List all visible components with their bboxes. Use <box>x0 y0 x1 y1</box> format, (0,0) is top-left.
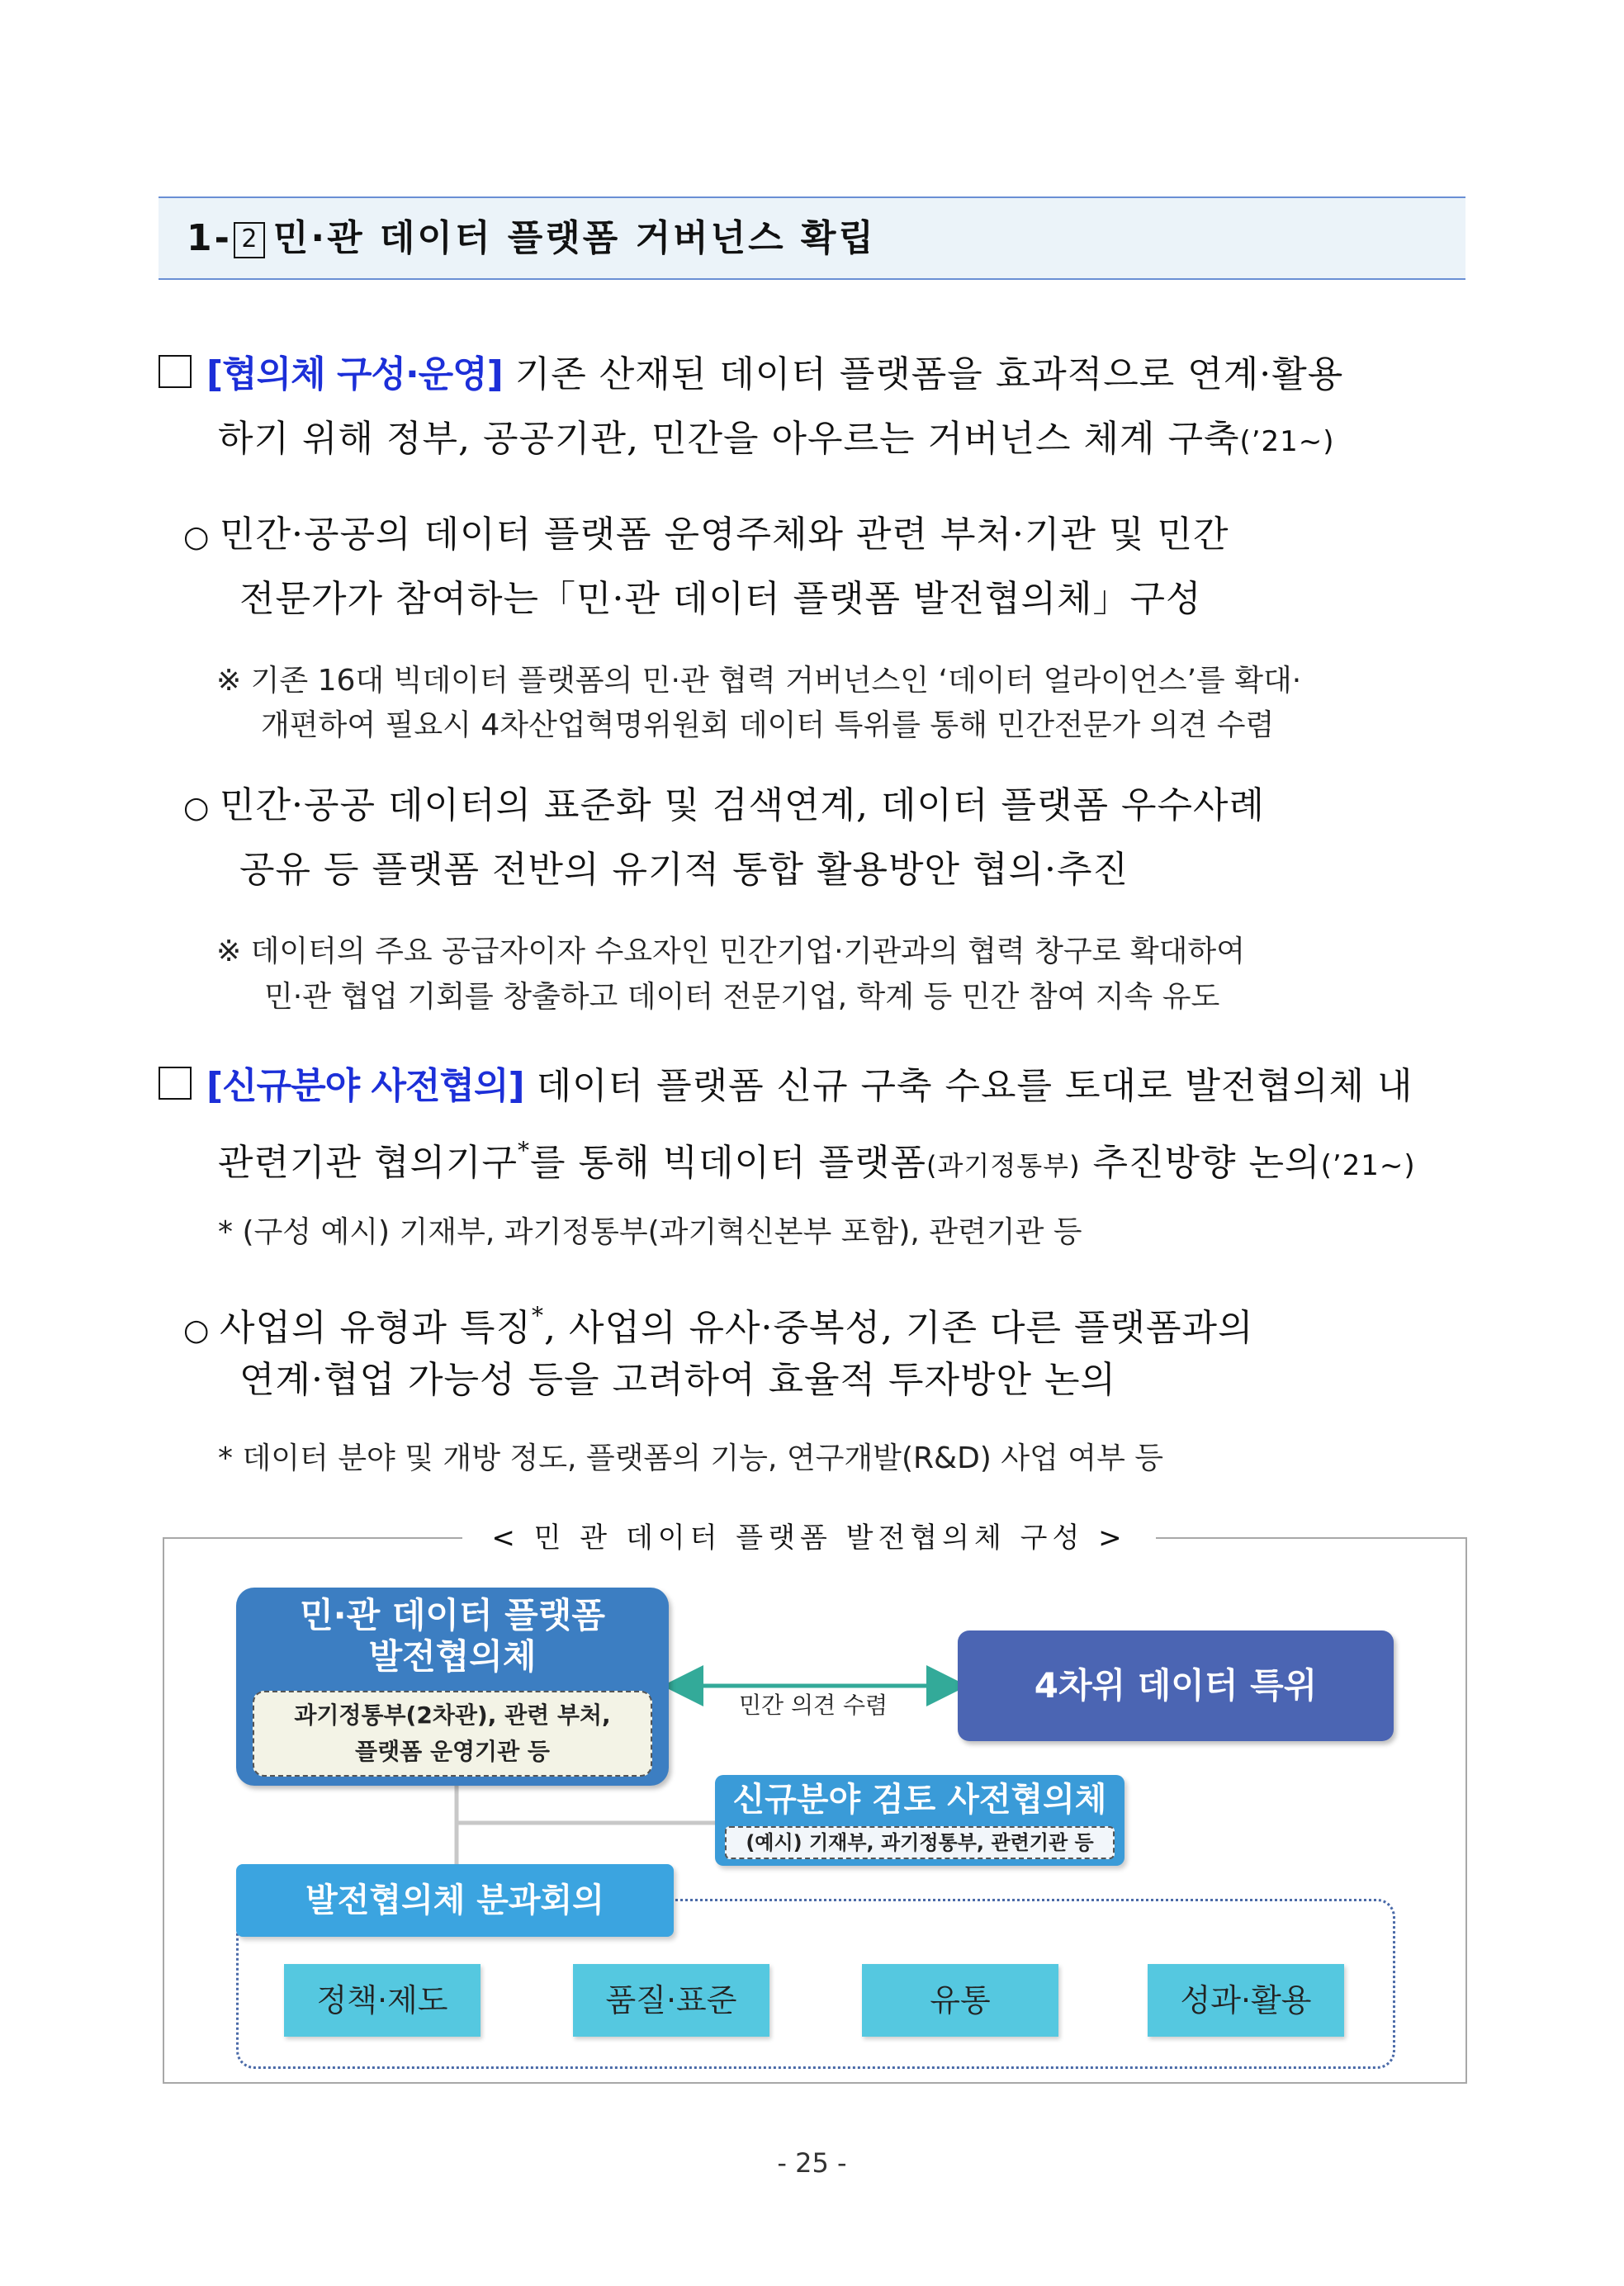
item1-text2: 하기 위해 정부, 공공기관, 민간을 아우르는 거버넌스 체계 구축 <box>218 418 1240 460</box>
note1-line2: 개편하여 필요시 4차산업혁명위원회 데이터 특위를 통해 민간전문가 의견 수렴 <box>261 708 1275 742</box>
item2-text1: 데이터 플랫폼 신규 구축 수요를 토대로 발전협의체 내 <box>523 1065 1413 1107</box>
circle-bullet-icon: ○ <box>183 1313 211 1347</box>
section-title-text: 민·관 데이터 플랫폼 거버넌스 확립 <box>272 217 876 259</box>
checkbox-square-icon <box>159 1067 192 1100</box>
council-title-line2: 발전협의체 <box>368 1636 537 1677</box>
section-prefix: 1- <box>187 217 232 259</box>
newfield-members: (예시) 기재부, 과기정통부, 관련기관 등 <box>725 1826 1115 1859</box>
data-committee-box: 4차위 데이터 특위 <box>958 1630 1394 1741</box>
sub3-text2: 연계·협업 가능성 등을 고려하여 효율적 투자방안 논의 <box>239 1359 1116 1401</box>
item1-line1 <box>159 350 1343 400</box>
sub3-line2 <box>239 1356 1116 1405</box>
newfield-title: 신규분야 검토 사전협의체 <box>732 1781 1107 1819</box>
note2-line2: 민·관 협업 기회를 창출하고 데이터 전문기업, 학계 등 민간 참여 지속 유도 <box>264 980 1220 1014</box>
council-title <box>236 1595 669 1678</box>
item2-tag: [신규분야 사전협의] <box>206 1065 524 1107</box>
page-number: - 25 - <box>777 2147 847 2179</box>
item1-line2 <box>218 414 1335 466</box>
council-members-line1: 과기정통부(2차관), 관련 부처, <box>294 1701 611 1729</box>
sub2-text1: 민간·공공 데이터의 표준화 및 검색연계, 데이터 플랫폼 우수사례 <box>220 784 1265 826</box>
sub3-line1 <box>183 1291 1253 1356</box>
note1-line1: ※ 기존 16대 빅데이터 플랫폼의 민·관 협력 거버넌스인 ‘데이터 얼라이언스’를 확대· <box>216 664 1302 698</box>
note3: * (구성 예시) 기재부, 과기정통부(과기혁신본부 포함), 관련기관 등 <box>218 1215 1082 1249</box>
item2-paren: (과기정통부) <box>926 1150 1081 1181</box>
sub2-line1 <box>183 781 1265 833</box>
sub1-line1 <box>183 510 1229 562</box>
footnote-asterisk: * <box>518 1137 531 1164</box>
sub2-text2: 공유 등 플랫폼 전반의 유기적 통합 활용방안 협의·추진 <box>239 849 1129 891</box>
sub1-text1: 민간·공공의 데이터 플랫폼 운영주체와 관련 부처·기관 및 민간 <box>220 514 1229 556</box>
item2-text2a: 관련기관 협의기구 <box>218 1142 518 1184</box>
item1-period: (’21~) <box>1239 425 1335 458</box>
section-title <box>187 196 876 280</box>
arrow-label: 민간 의견 수렴 <box>738 1692 888 1719</box>
item1-tag: [협의체 구성·운영] <box>206 353 503 395</box>
note2-line1: ※ 데이터의 주요 공급자이자 수요자인 민간기업·기관과의 협력 창구로 확대하여 <box>216 935 1245 968</box>
subcommittee-item-distribution: 유통 <box>862 1964 1058 2037</box>
footnote-asterisk: * <box>532 1302 545 1329</box>
sub3-text1b: , 사업의 유사·중복성, 기존 다른 플랫폼과의 <box>544 1307 1254 1349</box>
sub2-line2 <box>239 845 1129 895</box>
subcommittee-title: 발전협의체 분과회의 <box>236 1864 674 1937</box>
checkbox-square-icon <box>159 355 192 388</box>
item2-text2b: 를 통해 빅데이터 플랫폼 <box>530 1142 927 1184</box>
sub1-text2: 전문가가 참여하는「민·관 데이터 플랫폼 발전협의체」구성 <box>239 578 1202 620</box>
item2-line1 <box>159 1062 1413 1111</box>
item2-text2c: 추진방향 논의 <box>1080 1142 1321 1184</box>
sub3-text1a: 사업의 유형과 특징 <box>220 1307 533 1349</box>
item2-period: (’21~) <box>1320 1149 1416 1182</box>
council-title-line1: 민·관 데이터 플랫폼 <box>300 1595 605 1635</box>
subcommittee-item-policy: 정책·제도 <box>284 1964 481 2037</box>
section-number-box: 2 <box>234 222 265 258</box>
council-members-line2: 플랫폼 운영기관 등 <box>355 1738 550 1765</box>
subcommittee-item-quality: 품질·표준 <box>573 1964 769 2037</box>
note4: * 데이터 분야 및 개방 정도, 플랫폼의 기능, 연구개발(R&D) 사업 여부 등 <box>218 1441 1164 1475</box>
sub1-line2 <box>239 575 1202 624</box>
circle-bullet-icon: ○ <box>183 791 211 825</box>
circle-bullet-icon: ○ <box>183 520 211 554</box>
subcommittee-item-performance: 성과·활용 <box>1148 1964 1344 2037</box>
item2-line2 <box>218 1126 1416 1190</box>
diagram-caption: < 민 관 데이터 플랫폼 발전협의체 구성 > <box>462 1519 1156 1557</box>
council-members-text <box>253 1697 652 1770</box>
item1-text1: 기존 산재된 데이터 플랫폼을 효과적으로 연계·활용 <box>502 353 1344 395</box>
